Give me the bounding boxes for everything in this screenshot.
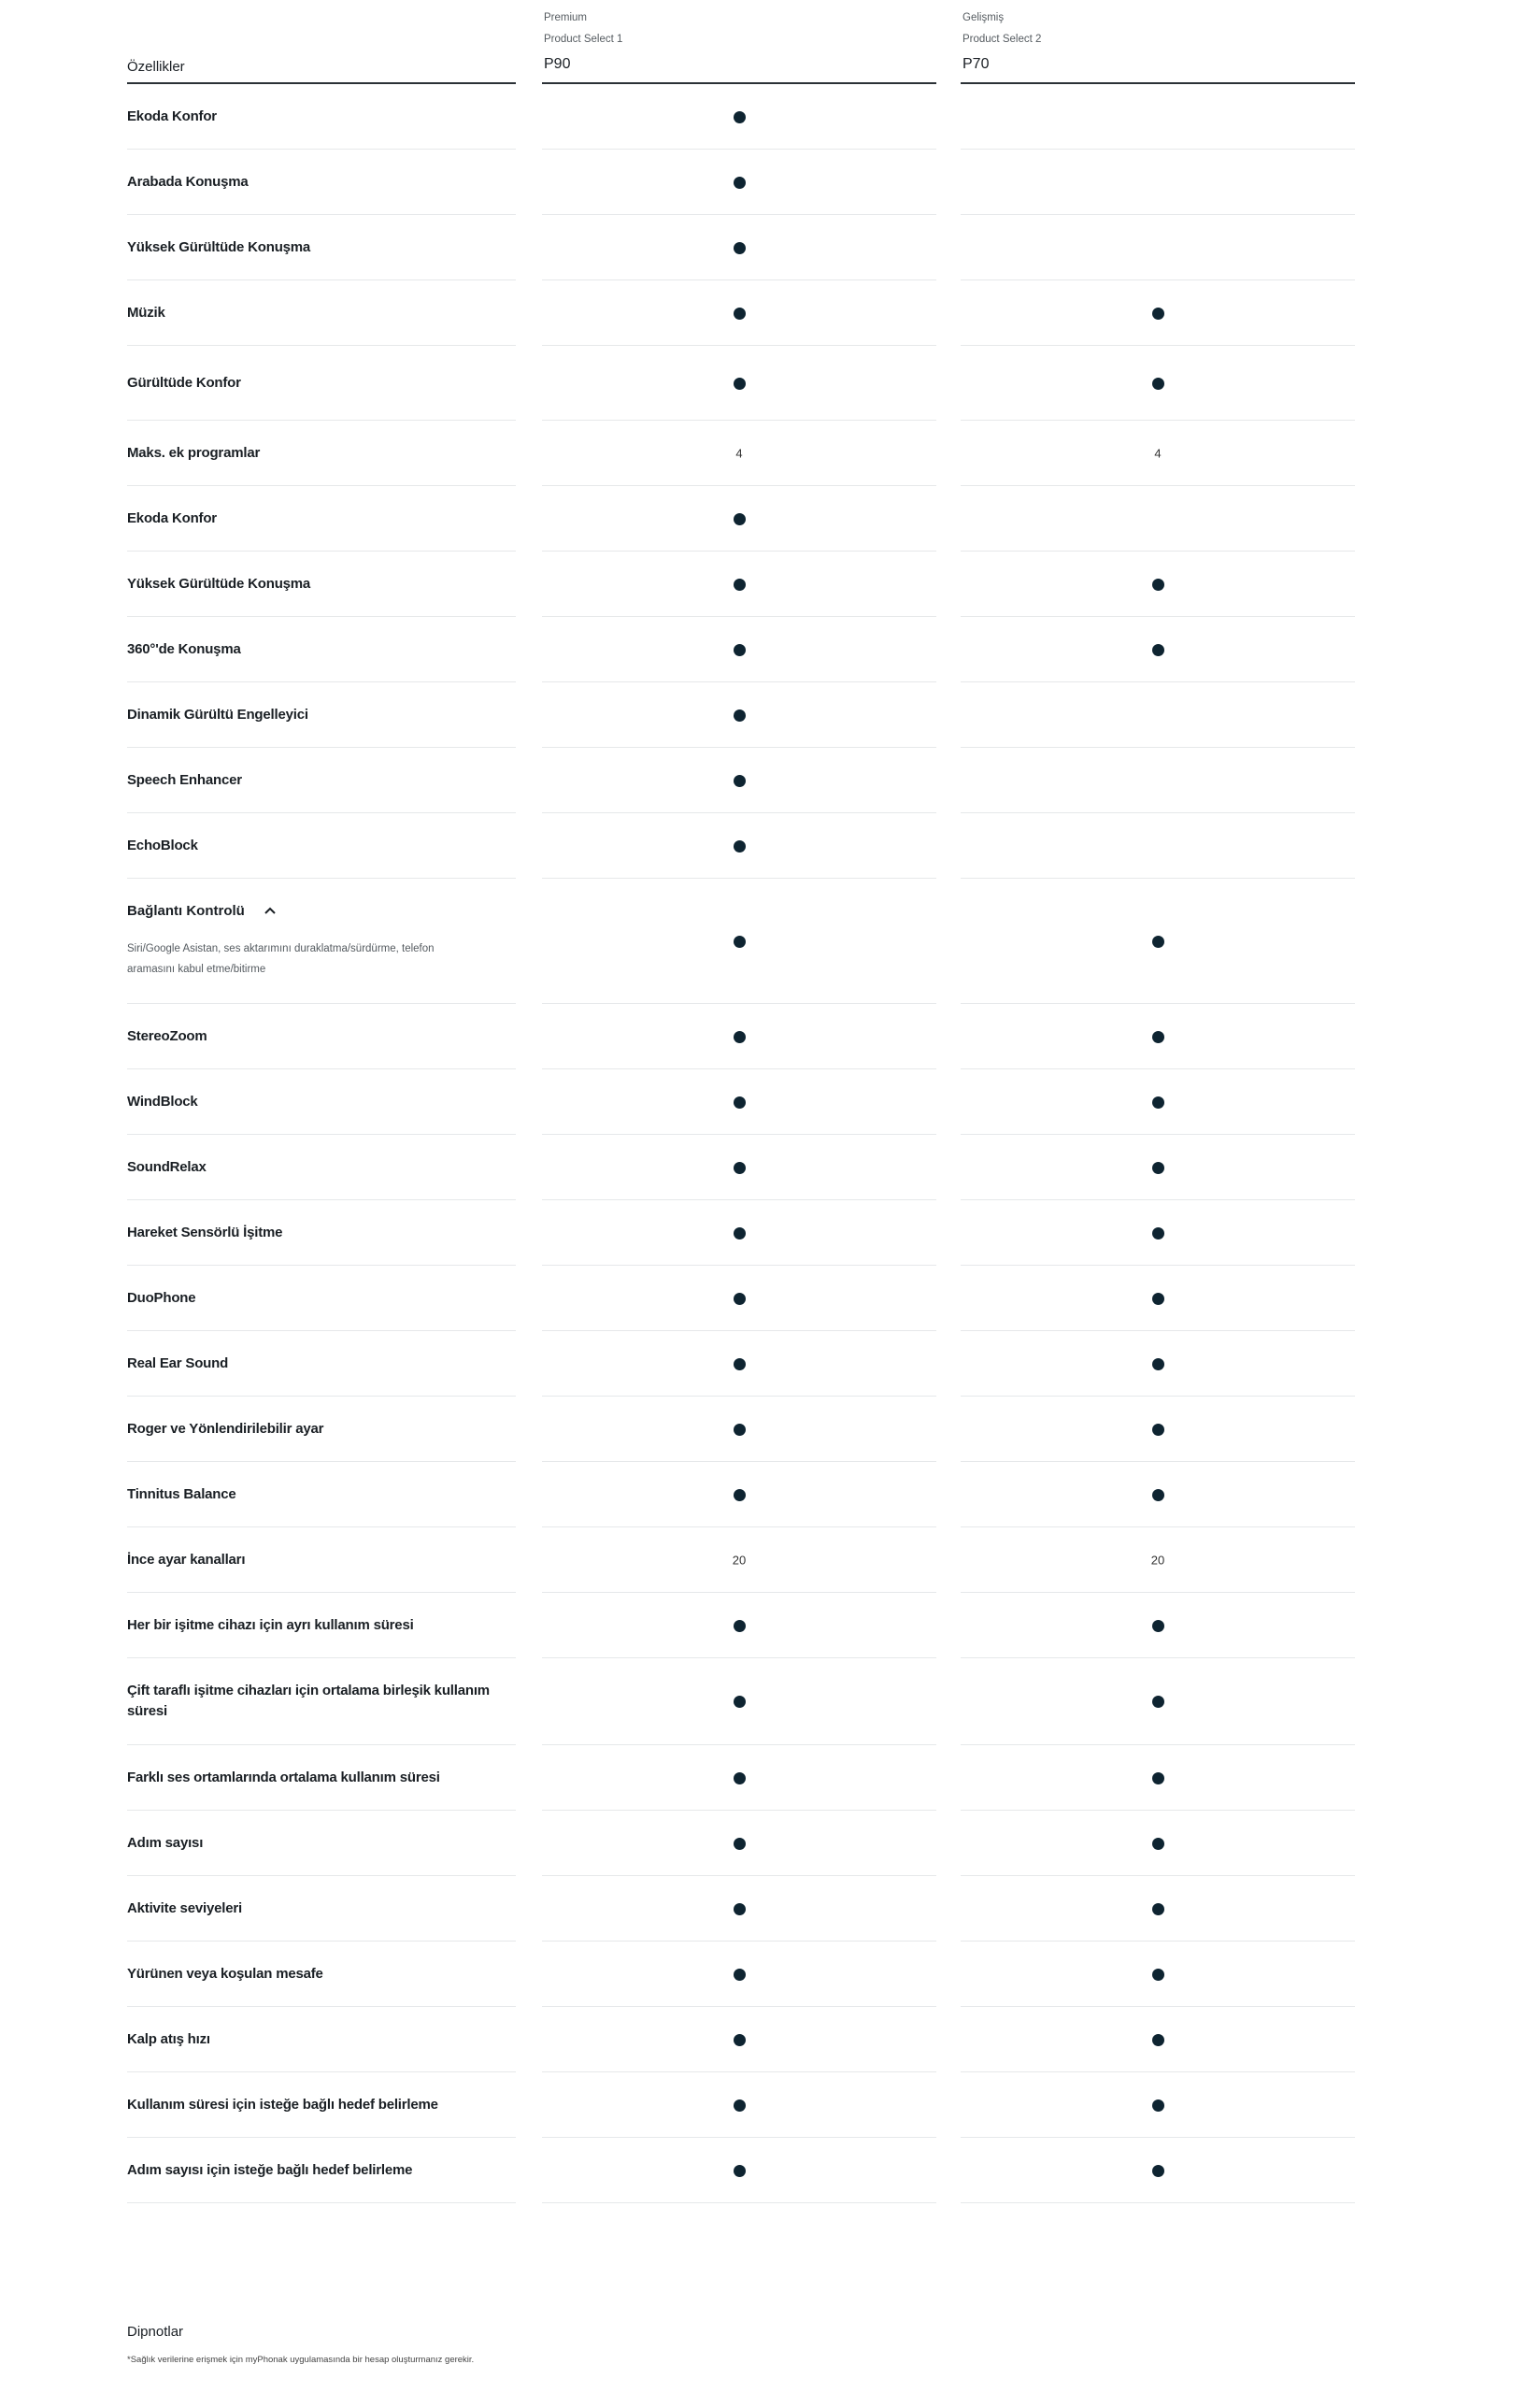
p90-value-cell: [542, 2007, 936, 2072]
table-row: [127, 1593, 1361, 1658]
feature-label: Dinamik Gürültü Engelleyici: [127, 706, 308, 723]
comparison-table: [127, 0, 1361, 2203]
included-dot-icon: [1152, 1031, 1164, 1043]
feature-label[interactable]: Bağlantı Kontrolü: [127, 903, 245, 919]
feature-label: Ekoda Konfor: [127, 509, 217, 526]
product-column-header-1[interactable]: [542, 0, 936, 84]
p90-value-cell: [542, 1942, 936, 2007]
feature-label: EchoBlock: [127, 837, 198, 853]
p90-value-cell: [542, 1397, 936, 1462]
table-header: [127, 0, 1361, 84]
included-dot-icon: [734, 709, 746, 722]
feature-label: Arabada Konuşma: [127, 173, 249, 190]
feature-cell: [127, 1004, 516, 1069]
p70-value-cell: [961, 1069, 1355, 1135]
p70-value-cell: [961, 682, 1355, 748]
feature-label: Hareket Sensörlü İşitme: [127, 1224, 283, 1240]
p70-value-cell: [961, 486, 1355, 552]
feature-label: 360°'de Konuşma: [127, 640, 241, 657]
feature-label: SoundRelax: [127, 1158, 207, 1175]
p90-value-cell: [542, 1876, 936, 1942]
table-row: [127, 1135, 1361, 1200]
feature-cell: [127, 813, 516, 879]
chevron-up-icon[interactable]: [263, 903, 278, 918]
included-dot-icon: [1152, 1838, 1164, 1850]
feature-cell: [127, 346, 516, 421]
included-dot-icon: [734, 1096, 746, 1109]
table-row: [127, 215, 1361, 280]
p70-value-cell: [961, 2007, 1355, 2072]
feature-cell: [127, 1135, 516, 1200]
table-row: [127, 346, 1361, 421]
feature-label: Roger ve Yönlendirilebilir ayar: [127, 1420, 324, 1437]
p70-value-cell: [961, 552, 1355, 617]
p70-value-cell: [961, 1462, 1355, 1527]
table-row: [127, 280, 1361, 346]
included-dot-icon: [1152, 2034, 1164, 2046]
included-dot-icon: [734, 378, 746, 390]
included-dot-icon: [1152, 1358, 1164, 1370]
p70-value-cell: [961, 748, 1355, 813]
feature-cell: [127, 552, 516, 617]
feature-cell: [127, 421, 516, 486]
p90-value-cell: [542, 1811, 936, 1876]
table-row: [127, 2007, 1361, 2072]
feature-cell: [127, 1876, 516, 1942]
p90-value-cell: [542, 552, 936, 617]
included-dot-icon: [734, 111, 746, 123]
p70-value-cell: [961, 1527, 1355, 1593]
table-row: [127, 1658, 1361, 1745]
p70-value-cell: [961, 346, 1355, 421]
p90-value-cell: [542, 346, 936, 421]
included-dot-icon: [734, 775, 746, 787]
p70-value-cell: [961, 1876, 1355, 1942]
included-dot-icon: [1152, 1227, 1164, 1239]
included-dot-icon: [734, 1424, 746, 1436]
p90-value-cell: [542, 421, 936, 486]
p70-value-cell: [961, 879, 1355, 1004]
feature-cell: [127, 1593, 516, 1658]
feature-cell: [127, 748, 516, 813]
feature-label: Ekoda Konfor: [127, 107, 217, 124]
table-row: [127, 1745, 1361, 1811]
p70-value-cell: [961, 215, 1355, 280]
feature-cell: [127, 1397, 516, 1462]
table-row: [127, 1331, 1361, 1397]
p90-value-cell: [542, 1527, 936, 1593]
included-dot-icon: [734, 1489, 746, 1501]
feature-cell: [127, 1811, 516, 1876]
included-dot-icon: [734, 2165, 746, 2177]
table-row: [127, 84, 1361, 150]
feature-label: Yüksek Gürültüde Konuşma: [127, 238, 311, 255]
feature-value: 4: [1154, 446, 1162, 460]
table-row: [127, 552, 1361, 617]
feature-description: Siri/Google Asistan, ses aktarımını duraklatma/sürdürme, telefon aramasını kabul etme/bitirme: [127, 943, 435, 975]
p90-value-cell: [542, 1069, 936, 1135]
p90-value-cell: [542, 2072, 936, 2138]
footnotes-title: Dipnotlar: [127, 2324, 184, 2340]
product-name[interactable]: P90: [544, 56, 571, 72]
feature-cell: [127, 1462, 516, 1527]
feature-value: 4: [735, 446, 743, 460]
p70-value-cell: [961, 2072, 1355, 2138]
feature-label: Gürültüde Konfor: [127, 374, 241, 391]
included-dot-icon: [734, 1696, 746, 1708]
included-dot-icon: [734, 1772, 746, 1784]
feature-label: StereoZoom: [127, 1027, 207, 1044]
feature-cell: [127, 682, 516, 748]
feature-label: Çift taraflı işitme cihazları için ortalama birleşik kullanım süresi: [127, 1683, 490, 1719]
included-dot-icon: [734, 1903, 746, 1915]
included-dot-icon: [1152, 308, 1164, 320]
feature-label: DuoPhone: [127, 1289, 196, 1306]
feature-cell: [127, 2138, 516, 2203]
table-row: [127, 2072, 1361, 2138]
p90-value-cell: [542, 1745, 936, 1811]
table-row: [127, 1527, 1361, 1593]
included-dot-icon: [1152, 1696, 1164, 1708]
included-dot-icon: [1152, 1489, 1164, 1501]
p90-value-cell: [542, 813, 936, 879]
feature-cell: [127, 1069, 516, 1135]
table-row: [127, 748, 1361, 813]
p90-value-cell: [542, 2138, 936, 2203]
included-dot-icon: [734, 1031, 746, 1043]
p90-value-cell: [542, 1135, 936, 1200]
included-dot-icon: [734, 1969, 746, 1981]
p90-value-cell: [542, 617, 936, 682]
feature-label: Adım sayısı için isteğe bağlı hedef belirleme: [127, 2161, 413, 2178]
p90-value-cell: [542, 150, 936, 215]
p90-value-cell: [542, 84, 936, 150]
feature-cell: [127, 1942, 516, 2007]
p70-value-cell: [961, 1004, 1355, 1069]
feature-label: Adım sayısı: [127, 1834, 204, 1851]
p70-value-cell: [961, 1397, 1355, 1462]
feature-cell: [127, 1266, 516, 1331]
feature-label: Aktivite seviyeleri: [127, 1899, 242, 1916]
feature-cell: [127, 617, 516, 682]
p70-value-cell: [961, 1658, 1355, 1745]
feature-cell: [127, 1331, 516, 1397]
included-dot-icon: [1152, 1903, 1164, 1915]
p70-value-cell: [961, 84, 1355, 150]
feature-label: Her bir işitme cihazı için ayrı kullanım süresi: [127, 1616, 414, 1633]
included-dot-icon: [734, 1227, 746, 1239]
feature-cell: [127, 1658, 516, 1745]
included-dot-icon: [734, 936, 746, 948]
included-dot-icon: [1152, 579, 1164, 591]
product-name[interactable]: P70: [962, 56, 990, 72]
feature-label: Kalp atış hızı: [127, 2030, 210, 2047]
table-row: [127, 813, 1361, 879]
included-dot-icon: [734, 1293, 746, 1305]
table-row: [127, 1942, 1361, 2007]
p70-value-cell: [961, 617, 1355, 682]
table-row: [127, 421, 1361, 486]
included-dot-icon: [734, 2099, 746, 2112]
p90-value-cell: [542, 1658, 936, 1745]
p90-value-cell: [542, 1593, 936, 1658]
table-row: [127, 879, 1361, 1004]
feature-label: Kullanım süresi için isteğe bağlı hedef belirleme: [127, 2096, 438, 2113]
feature-label: Real Ear Sound: [127, 1354, 229, 1371]
feature-value: 20: [732, 1553, 747, 1567]
p90-value-cell: [542, 280, 936, 346]
table-row: [127, 1876, 1361, 1942]
p70-value-cell: [961, 1331, 1355, 1397]
p70-value-cell: [961, 1200, 1355, 1266]
included-dot-icon: [734, 308, 746, 320]
feature-label: Maks. ek programlar: [127, 444, 261, 461]
included-dot-icon: [734, 579, 746, 591]
p90-value-cell: [542, 1200, 936, 1266]
p90-value-cell: [542, 1462, 936, 1527]
feature-label: İnce ayar kanalları: [127, 1551, 246, 1568]
feature-cell: [127, 2007, 516, 2072]
included-dot-icon: [734, 2034, 746, 2046]
included-dot-icon: [734, 177, 746, 189]
p90-value-cell: [542, 748, 936, 813]
product-select-label: Product Select 2: [962, 34, 1042, 45]
feature-label: Farklı ses ortamlarında ortalama kullanım süresi: [127, 1769, 440, 1785]
p70-value-cell: [961, 813, 1355, 879]
product-tier: Premium: [544, 12, 588, 23]
feature-label: Tinnitus Balance: [127, 1485, 236, 1502]
product-tier: Gelişmiş: [962, 12, 1005, 23]
feature-label: Müzik: [127, 304, 165, 321]
included-dot-icon: [734, 840, 746, 853]
footnote-text: *Sağlık verilerine erişmek için myPhonak uygulamasında bir hesap oluşturmanız gerekir.: [127, 2355, 475, 2365]
table-row: [127, 1266, 1361, 1331]
table-row: [127, 150, 1361, 215]
feature-cell: [127, 1527, 516, 1593]
table-row: [127, 1811, 1361, 1876]
product-select-label: Product Select 1: [544, 34, 623, 45]
table-row: [127, 2138, 1361, 2203]
feature-cell: [127, 879, 516, 1004]
p70-value-cell: [961, 1266, 1355, 1331]
included-dot-icon: [734, 1162, 746, 1174]
feature-value: 20: [1150, 1553, 1165, 1567]
p90-value-cell: [542, 215, 936, 280]
included-dot-icon: [734, 644, 746, 656]
included-dot-icon: [1152, 1620, 1164, 1632]
p90-value-cell: [542, 1331, 936, 1397]
table-row: [127, 1004, 1361, 1069]
included-dot-icon: [1152, 1424, 1164, 1436]
features-header: [127, 0, 516, 84]
p90-value-cell: [542, 1004, 936, 1069]
included-dot-icon: [1152, 936, 1164, 948]
feature-label: Yüksek Gürültüde Konuşma: [127, 575, 311, 592]
included-dot-icon: [1152, 1772, 1164, 1784]
included-dot-icon: [1152, 1096, 1164, 1109]
features-header-label: Özellikler: [127, 59, 185, 75]
included-dot-icon: [1152, 1969, 1164, 1981]
p90-value-cell: [542, 879, 936, 1004]
included-dot-icon: [734, 513, 746, 525]
p70-value-cell: [961, 1942, 1355, 2007]
included-dot-icon: [734, 1358, 746, 1370]
feature-cell: [127, 150, 516, 215]
table-row: [127, 682, 1361, 748]
p70-value-cell: [961, 280, 1355, 346]
table-row: [127, 1397, 1361, 1462]
p90-value-cell: [542, 682, 936, 748]
table-row: [127, 1069, 1361, 1135]
included-dot-icon: [734, 1620, 746, 1632]
included-dot-icon: [734, 242, 746, 254]
p70-value-cell: [961, 1593, 1355, 1658]
table-row: [127, 617, 1361, 682]
feature-label: WindBlock: [127, 1093, 198, 1110]
p70-value-cell: [961, 150, 1355, 215]
included-dot-icon: [1152, 378, 1164, 390]
included-dot-icon: [734, 1838, 746, 1850]
feature-cell: [127, 486, 516, 552]
feature-cell: [127, 280, 516, 346]
p70-value-cell: [961, 2138, 1355, 2203]
feature-cell: [127, 1200, 516, 1266]
p70-value-cell: [961, 1135, 1355, 1200]
product-column-header-2[interactable]: [961, 0, 1355, 84]
included-dot-icon: [1152, 1293, 1164, 1305]
table-row: [127, 1462, 1361, 1527]
p70-value-cell: [961, 421, 1355, 486]
table-row: [127, 486, 1361, 552]
p90-value-cell: [542, 1266, 936, 1331]
feature-cell: [127, 2072, 516, 2138]
included-dot-icon: [1152, 2099, 1164, 2112]
table-body: [127, 84, 1361, 2203]
feature-cell: [127, 84, 516, 150]
feature-label: Yürünen veya koşulan mesafe: [127, 1965, 323, 1982]
feature-label: Speech Enhancer: [127, 771, 242, 788]
included-dot-icon: [1152, 1162, 1164, 1174]
feature-cell: [127, 1745, 516, 1811]
included-dot-icon: [1152, 2165, 1164, 2177]
p90-value-cell: [542, 486, 936, 552]
feature-cell: [127, 215, 516, 280]
p70-value-cell: [961, 1745, 1355, 1811]
p70-value-cell: [961, 1811, 1355, 1876]
table-row: [127, 1200, 1361, 1266]
included-dot-icon: [1152, 644, 1164, 656]
